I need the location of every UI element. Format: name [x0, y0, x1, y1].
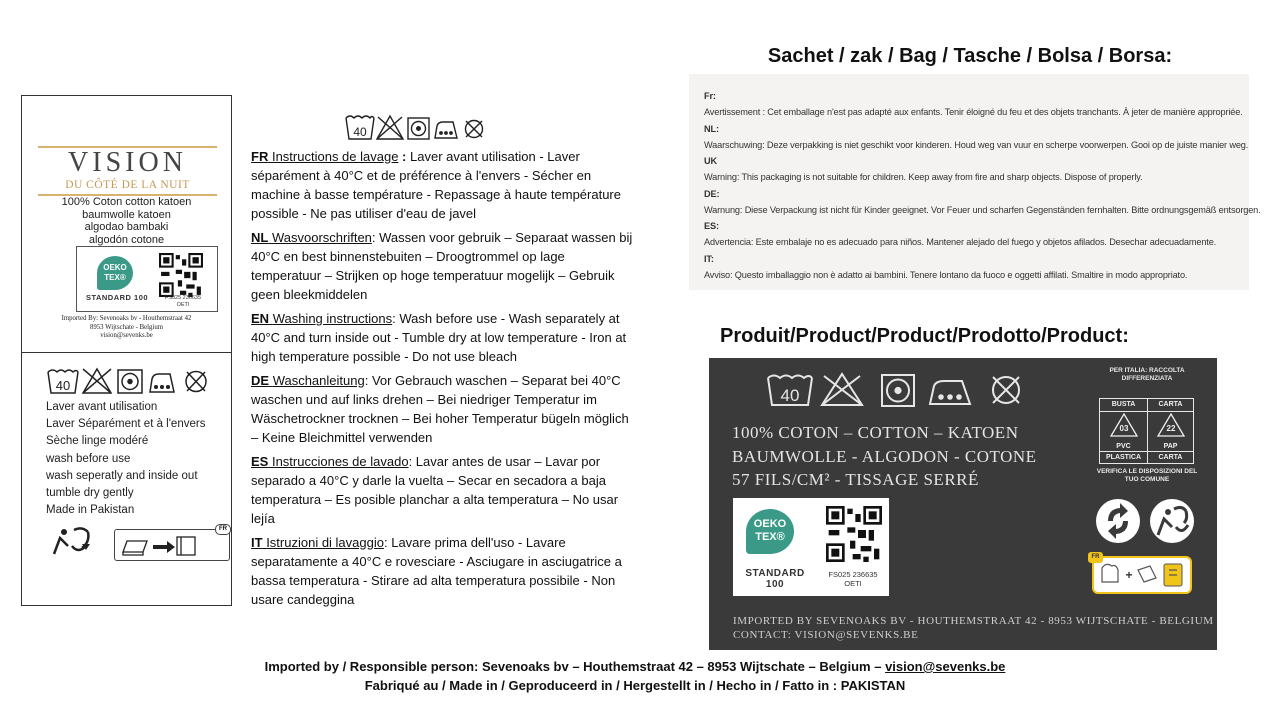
brand-subtitle: DU CÔTÉ DE LA NUIT	[65, 179, 190, 191]
no-dry-clean-icon	[186, 372, 206, 392]
no-bleach-icon	[377, 116, 403, 139]
iron-high-icon	[435, 122, 457, 138]
bag-warning-de: Warnung: Diese Verpackung ist nicht für Kinder geeignet. Vor Feuer und scharfen Gegenständen fernhalten. Bitte ordnungsgemäß entsorgen.	[704, 204, 1261, 215]
bag-title: Sachet / zak / Bag / Tasche / Bolsa / Borsa:	[767, 45, 1173, 67]
sort-left-bottom: PLASTICA	[1106, 454, 1141, 461]
instructions-es: ES Instrucciones de lavado: Lavar antes de usar – Lavar por separado a 40°C y darle la vuelta – Secar en secadora a baja temperatura – Es posible planchar a alta temperatura – No usar lejía	[251, 454, 619, 526]
product-title: Produit/Product/Product/Prodotto/Product:	[720, 325, 1129, 347]
fabric-composition: 100% Coton cotton katoen baumwolle katoen algodao bambaki algodón cotone	[61, 196, 192, 246]
oeko-tex-certificate	[76, 246, 218, 312]
certificate-code: FS025 236635 OETI	[828, 570, 878, 588]
recycling-logos	[1094, 495, 1198, 547]
certificate-code: FS025 236635 OETI	[164, 295, 202, 308]
footer-importer: Imported by / Responsible person: Sevenoaks bv – Houthemstraat 42 – 8953 Wijtschate – Belgium – vision@sevenks.be	[264, 659, 1006, 674]
svg-text:22: 22	[1166, 424, 1175, 433]
oeko-standard: STANDARD 100	[85, 293, 149, 302]
care-symbols-dark	[766, 370, 1028, 410]
qr-code-icon	[159, 253, 203, 297]
iron-high-icon	[930, 381, 970, 404]
importer-info: Imported By: Sevenoaks bv - Houthemstraat 42 8953 Wijtschate - Belgium vision@sevenks.be	[61, 315, 192, 340]
instructions-it: IT Istruzioni di lavaggio: Lavare prima dell'uso - Lavare separatamente a 40°C e rovesciare - Asciugare in asciugatrice a bassa temperatura - Stirare ad alta temperatura possibile - Non usare candeggina	[251, 535, 622, 607]
footer-made-in: Fabriqué au / Made in / Geproduceerd in / Hergestellt in / Hecho in / Fatto in : PAKISTAN	[364, 678, 906, 693]
washing-instructions	[251, 147, 636, 614]
tumble-dry-low-icon	[118, 370, 142, 393]
no-dry-clean-icon	[466, 121, 483, 138]
bag-lang-de: DE:	[704, 188, 720, 199]
bag-warning-es: Advertencia: Este embalaje no es adecuado para niños. Mantener alejado del fuego y objetos afilados. Desechar adecuadamente.	[704, 237, 1217, 248]
triman-sorting-info	[1092, 556, 1192, 594]
sort-left-top: BUSTA	[1111, 401, 1136, 408]
tumble-dry-low-icon	[882, 375, 914, 406]
product-oeko-tex-certificate	[733, 498, 889, 596]
recycle-triangle-icon	[1156, 412, 1186, 438]
svg-text:+: +	[1125, 568, 1133, 582]
no-bleach-icon	[83, 369, 111, 393]
sort-right-top: CARTA	[1158, 401, 1183, 408]
no-dry-clean-icon	[993, 377, 1019, 403]
recycle-triangle-pap: 22 PAP	[1147, 412, 1194, 451]
recycle-triangle-pvc: 03 PVC	[1100, 412, 1147, 451]
wash-temperature: 40	[780, 386, 800, 405]
bag-lang-nl: NL:	[704, 123, 719, 134]
italy-sorting-grid	[1099, 398, 1194, 464]
sorting-info-box	[114, 526, 230, 561]
triman-logo-icon	[1150, 499, 1194, 543]
fr-badge: FR	[215, 524, 231, 535]
brand-logo	[38, 146, 217, 196]
product-importer-info: IMPORTED BY SEVENOAKS BV - HOUTHEMSTRAAT 42 - 8953 WIJTSCHATE - BELGIUM CONTACT: VISION@SEVENKS.BE	[733, 615, 1214, 641]
instructions-en: EN Washing instructions: Wash before use - Wash separately at 40°C and turn inside out - Tumble dry at low temperature - Iron at high temperature possible - Do not use bleach	[251, 311, 627, 364]
bag-warning-it: Avviso: Questo imballaggio non è adatto ai bambini. Tenere lontano da fuoco e oggetti affilati. Smaltire in modo appropriato.	[704, 269, 1188, 280]
oeko-standard: STANDARD 100	[745, 568, 805, 590]
verify-municipality-note: VERIFICA LE DISPOSIZIONI DEL TUO COMUNE	[1096, 468, 1198, 483]
wash-40-icon	[48, 370, 78, 393]
recycling-info	[50, 521, 227, 561]
sort-right-bottom: CARTA	[1158, 454, 1183, 461]
qr-code-icon	[826, 506, 882, 562]
footer-email-link[interactable]: vision@sevenks.be	[885, 659, 1006, 674]
instructions-de: DE Waschanleitung: Vor Gebrauch waschen – Separat bei 40°C waschen und auf links drehen – Bei niedriger Temperatur im Wäschetrockner trocknen – Bei hoher Temperatur bügeln möglich – Keine Bleichmittel verwenden	[251, 373, 629, 445]
bag-lang-es: ES:	[704, 221, 719, 231]
care-symbols	[46, 366, 214, 396]
packaging-sort-icon	[119, 533, 227, 559]
product-label-panel	[709, 358, 1217, 650]
recycle-triangle-icon	[1109, 412, 1139, 438]
oeko-tex-logo-icon: OEKO TEX®	[746, 509, 794, 554]
instructions-nl: NL Wasvoorschriften: Wassen voor gebruik – Separaat wassen bij 40°C en best binnenstebuiten – Droogtrommel op lage temperatuur – Strijken op hoge temperatuur mogelijk – Gebruik geen bleekmiddelen	[251, 230, 633, 302]
sewn-care-label	[21, 95, 232, 606]
oeko-tex-logo-icon: OEKO TEX®	[97, 256, 133, 290]
bag-warning-fr: Avertissement : Cet emballage n'est pas adapté aux enfants. Tenir éloigné du feu et des objets tranchants. À jeter de manière appropriée.	[704, 107, 1243, 118]
care-symbols-main	[345, 112, 487, 142]
bag-lang-it: IT:	[704, 253, 714, 264]
iron-high-icon	[150, 374, 174, 392]
wash-40-icon	[346, 116, 374, 139]
bag-warning-uk: Warning: This packaging is not suitable for children. Keep away from fire and sharp objects. Dispose of properly.	[704, 172, 1143, 183]
bag-warning-panel	[689, 74, 1261, 290]
green-dot-icon	[1096, 499, 1140, 543]
product-fabric-composition: 100% COTON – COTTON – KATOEN BAUMWOLLE - ALGODON - COTONE 57 FILS/CM² - TISSAGE SERRÉ	[732, 423, 1037, 489]
instructions-fr: FR Instructions de lavage : Laver avant utilisation - Laver séparément à 40°C et de préférence à l'envers - Sécher en machine à basse température - Repassage à haute température possible - Ne pas utiliser d'eau de javel	[251, 149, 621, 221]
bag-lang-fr: Fr:	[704, 91, 716, 101]
brand-name: VISION	[68, 147, 187, 178]
wash-temperature: 40	[353, 125, 367, 139]
tumble-dry-low-icon	[408, 118, 429, 139]
bag-warning-nl: Waarschuwing: Deze verpakking is niet geschikt voor kinderen. Houd weg van vuur en scherpe voorwerpen. Gooi op de juiste manier weg.	[704, 139, 1249, 150]
wash-40-icon	[768, 376, 812, 406]
italy-sorting-note: PER ITALIA: RACCOLTA DIFFERENZIATA	[1109, 367, 1185, 382]
svg-text:03: 03	[1119, 424, 1128, 433]
sorting-pictogram-icon	[1094, 558, 1190, 592]
no-bleach-icon	[822, 374, 862, 405]
care-instructions-short: Laver avant utilisation Laver Séparément et à l'envers Sèche linge modéré wash before use wash seperatly and inside out tumble dry gently Made in Pakistan	[46, 401, 206, 517]
triman-logo-icon	[50, 524, 94, 558]
wash-temperature: 40	[55, 378, 71, 393]
footer	[0, 657, 1270, 695]
fr-badge: FR	[1088, 552, 1103, 563]
bag-lang-uk: UK	[704, 156, 717, 166]
